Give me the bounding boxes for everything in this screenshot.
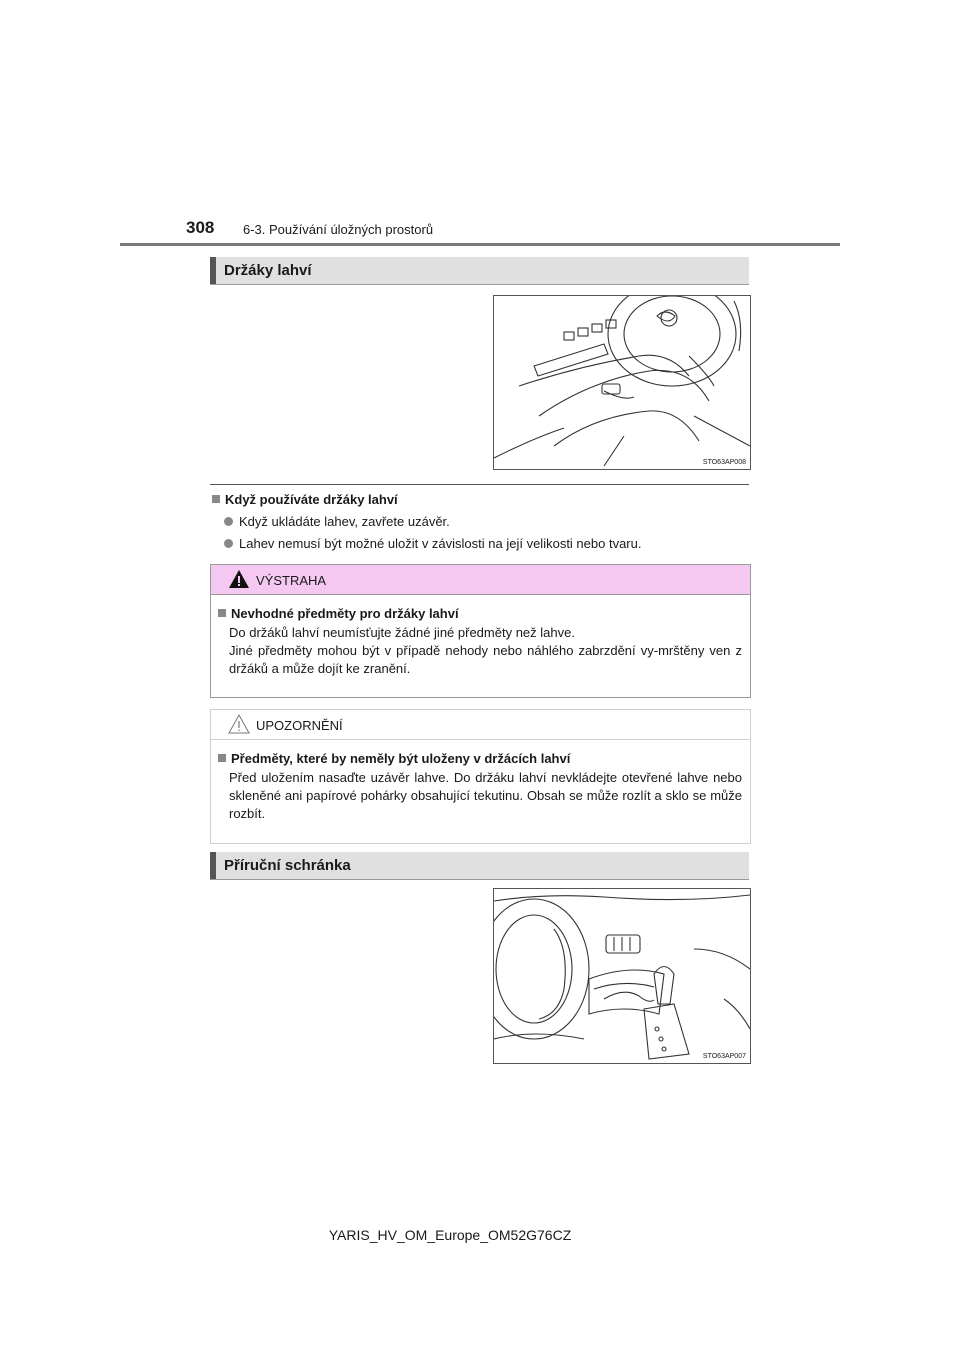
caution-title: Předměty, které by neměly být uloženy v držácích lahví <box>218 751 742 766</box>
warning-box <box>210 564 751 698</box>
section-heading-label: Příruční schránka <box>224 857 351 874</box>
bottle-holder-illustration <box>493 295 751 470</box>
list-item: Když ukládáte lahev, zavřete uzávěr. <box>224 514 450 529</box>
document-id: YARIS_HV_OM_Europe_OM52G76CZ <box>328 1227 572 1243</box>
section-heading-glove-box <box>210 852 749 880</box>
warning-text-1: Do držáků lahví neumísťujte žádné jiné předměty než lahve. <box>229 625 575 640</box>
warning-title: Nevhodné předměty pro držáky lahví <box>218 606 742 621</box>
round-bullet-icon <box>224 517 233 526</box>
square-bullet-icon <box>218 754 226 762</box>
figure-code: STO63AP007 <box>702 1053 746 1060</box>
caution-box <box>210 709 751 844</box>
caution-header <box>211 710 750 740</box>
caution-label: UPOZORNĚNÍ <box>256 718 343 733</box>
bottle-holder-icon <box>494 296 750 469</box>
square-bullet-icon <box>212 495 220 503</box>
section-heading-label: Držáky lahví <box>224 262 312 279</box>
square-bullet-icon <box>218 609 226 617</box>
divider <box>210 484 749 485</box>
header-rule <box>120 243 840 246</box>
figure-code: STO63AP008 <box>702 459 746 466</box>
warning-header <box>211 565 750 595</box>
section-heading-bottle-holders <box>210 257 749 285</box>
caution-triangle-icon <box>228 714 250 734</box>
warning-text-2: Jiné předměty mohou být v případě nehody nebo náhlého zabrzdění vy-mrštěny ven z držáků a může dojít ke zranění. <box>229 643 742 676</box>
warning-triangle-icon <box>228 569 250 589</box>
warning-label: VÝSTRAHA <box>256 573 327 588</box>
section-title: 6-3. Používání úložných prostorů <box>243 222 434 237</box>
round-bullet-icon <box>224 539 233 548</box>
page-number: 308 <box>186 218 215 237</box>
list-item: Lahev nemusí být možné uložit v závislosti na její velikosti nebo tvaru. <box>224 536 641 551</box>
footer <box>0 1227 960 1243</box>
glove-box-illustration <box>493 888 751 1064</box>
note-heading: Když používáte držáky lahví <box>212 492 398 507</box>
glove-box-icon <box>494 889 750 1063</box>
caution-text: Před uložením nasaďte uzávěr lahve. Do držáku lahví nevkládejte otevřené lahve nebo skleněné ani papírové pohárky obsahující tekutinu. Obsah se může rozlít a sklo se může rozbít. <box>229 770 742 821</box>
